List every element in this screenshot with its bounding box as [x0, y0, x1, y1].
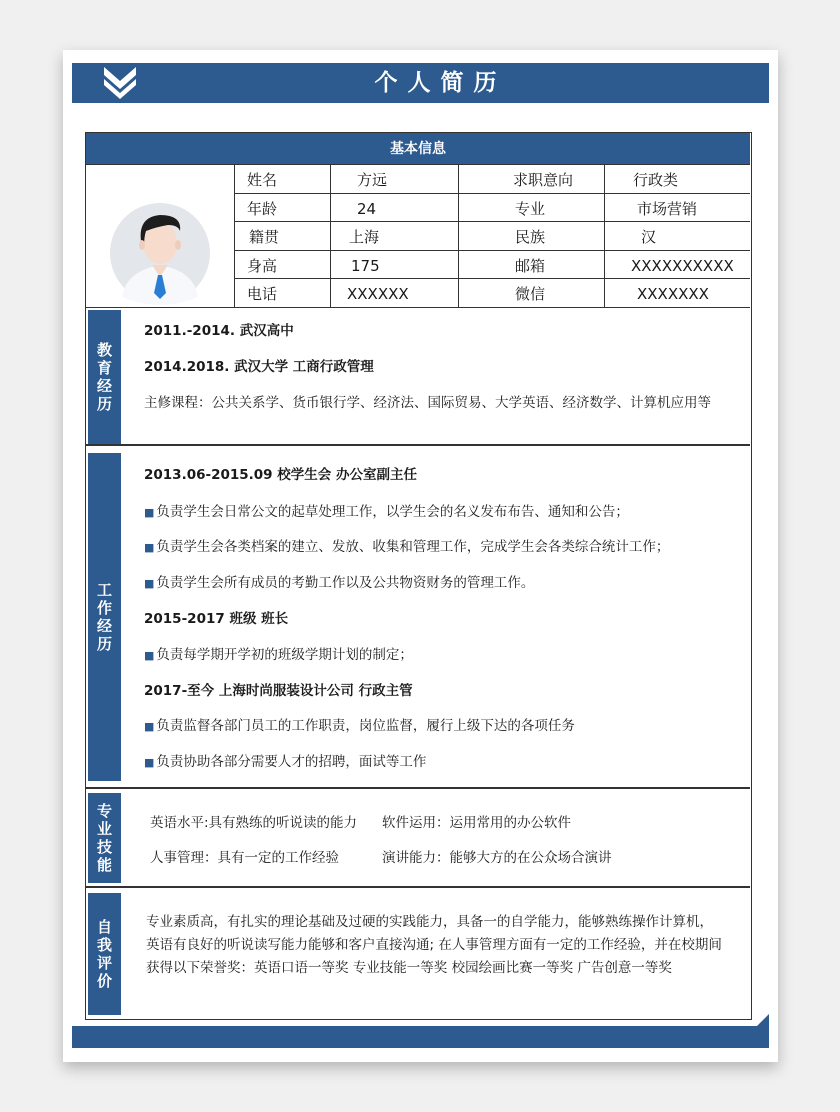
skill-item: 软件运用：运用常用的办公软件: [382, 815, 571, 831]
education-courses: 主修课程：公共关系学、货币银行学、经济法、国际贸易、大学英语、经济数学、计算机应用等: [144, 395, 711, 411]
skill-item: 英语水平:具有熟练的听说读的能力: [150, 815, 358, 831]
divider: [86, 444, 750, 446]
basic-info-table: [235, 165, 750, 308]
info-label: 姓名: [235, 165, 331, 193]
job-item: ■ 负责学生会所有成员的考勤工作以及公共物资财务的管理工作。: [144, 573, 534, 594]
info-value: 汉: [641, 228, 657, 247]
footer-bar: [72, 1026, 769, 1048]
resume-page: [63, 50, 778, 1062]
job-item: ■ 负责协助各部分需要人才的招聘，面试等工作: [144, 752, 426, 773]
avatar: [108, 201, 212, 305]
info-label: 邮箱: [459, 251, 605, 279]
info-row: [235, 279, 750, 308]
info-label: 微信: [459, 279, 605, 308]
info-label: 年龄: [235, 194, 331, 222]
self-eval-text: 专业素质高，有扎实的理论基础及过硬的实践能力，具备一的自学能力，能够熟练操作计算机，英语有良好的听说读写能力能够和客户直接沟通; 在人事管理方面有一定的工作经验，并在校期间获得以下荣誉奖：英语口语一等奖 专业技能一等奖 校园绘画比赛一等奖 广告创意一等奖: [146, 914, 722, 976]
info-value: 上海: [331, 222, 459, 250]
job-item: ■ 负责学生会各类档案的建立、发放、收集和管理工作，完成学生会各类综合统计工作；: [144, 537, 669, 558]
info-label: 求职意向: [459, 165, 605, 193]
divider: [86, 787, 750, 789]
job-title: 2017-至今 上海时尚服装设计公司 行政主管: [144, 683, 413, 699]
info-label: 身高: [235, 251, 331, 279]
skills-label: 专业技能: [88, 793, 121, 883]
info-value: 行政类: [633, 171, 679, 189]
info-row: [235, 165, 750, 194]
info-row: [235, 222, 750, 251]
info-value: 24: [331, 194, 459, 222]
info-value: XXXXXXX: [637, 285, 709, 304]
job-item: ■ 负责学生会日常公文的起草处理工作，以学生会的名义发布布告、通知和公告；: [144, 502, 629, 523]
resume-sheet: [85, 132, 752, 1020]
info-label: 专业: [459, 194, 605, 222]
basic-info-header: 基本信息: [86, 133, 750, 165]
skill-item: 人事管理：具有一定的工作经验: [150, 850, 339, 866]
info-value: 市场营销: [637, 199, 698, 218]
photo-cell: [86, 165, 235, 308]
info-label: 籍贯: [235, 222, 331, 250]
footer-notch: [757, 1014, 769, 1026]
title-bar: [72, 63, 769, 103]
info-row: [235, 251, 750, 280]
info-row: [235, 194, 750, 223]
job-item: ■ 负责监督各部门员工的工作职责，岗位监督，履行上级下达的各项任务: [144, 716, 575, 737]
info-value: 175: [331, 251, 459, 279]
page-title: 个人简历: [374, 70, 507, 96]
info-label: 电话: [235, 279, 331, 308]
job-title: 2015-2017 班级 班长: [144, 611, 289, 627]
info-value: XXXXXXXXXX: [631, 256, 734, 275]
self-eval-box: [146, 911, 722, 995]
work-label: 工作经历: [88, 453, 121, 781]
education-line: 2014.2018. 武汉大学 工商行政管理: [144, 359, 374, 375]
education-line: 2011.-2014. 武汉高中: [144, 323, 294, 339]
divider: [86, 886, 750, 888]
skill-item: 演讲能力：能够大方的在公众场合演讲: [382, 850, 612, 866]
education-label: 教育经历: [88, 310, 121, 444]
info-value: 方远: [331, 165, 459, 193]
info-label: 民族: [459, 222, 605, 250]
job-title: 2013.06-2015.09 校学生会 办公室副主任: [144, 467, 417, 483]
info-value: XXXXXX: [331, 279, 459, 308]
job-item: ■ 负责每学期开学初的班级学期计划的制定；: [144, 645, 413, 666]
self-eval-label: 自我评价: [88, 893, 121, 1015]
